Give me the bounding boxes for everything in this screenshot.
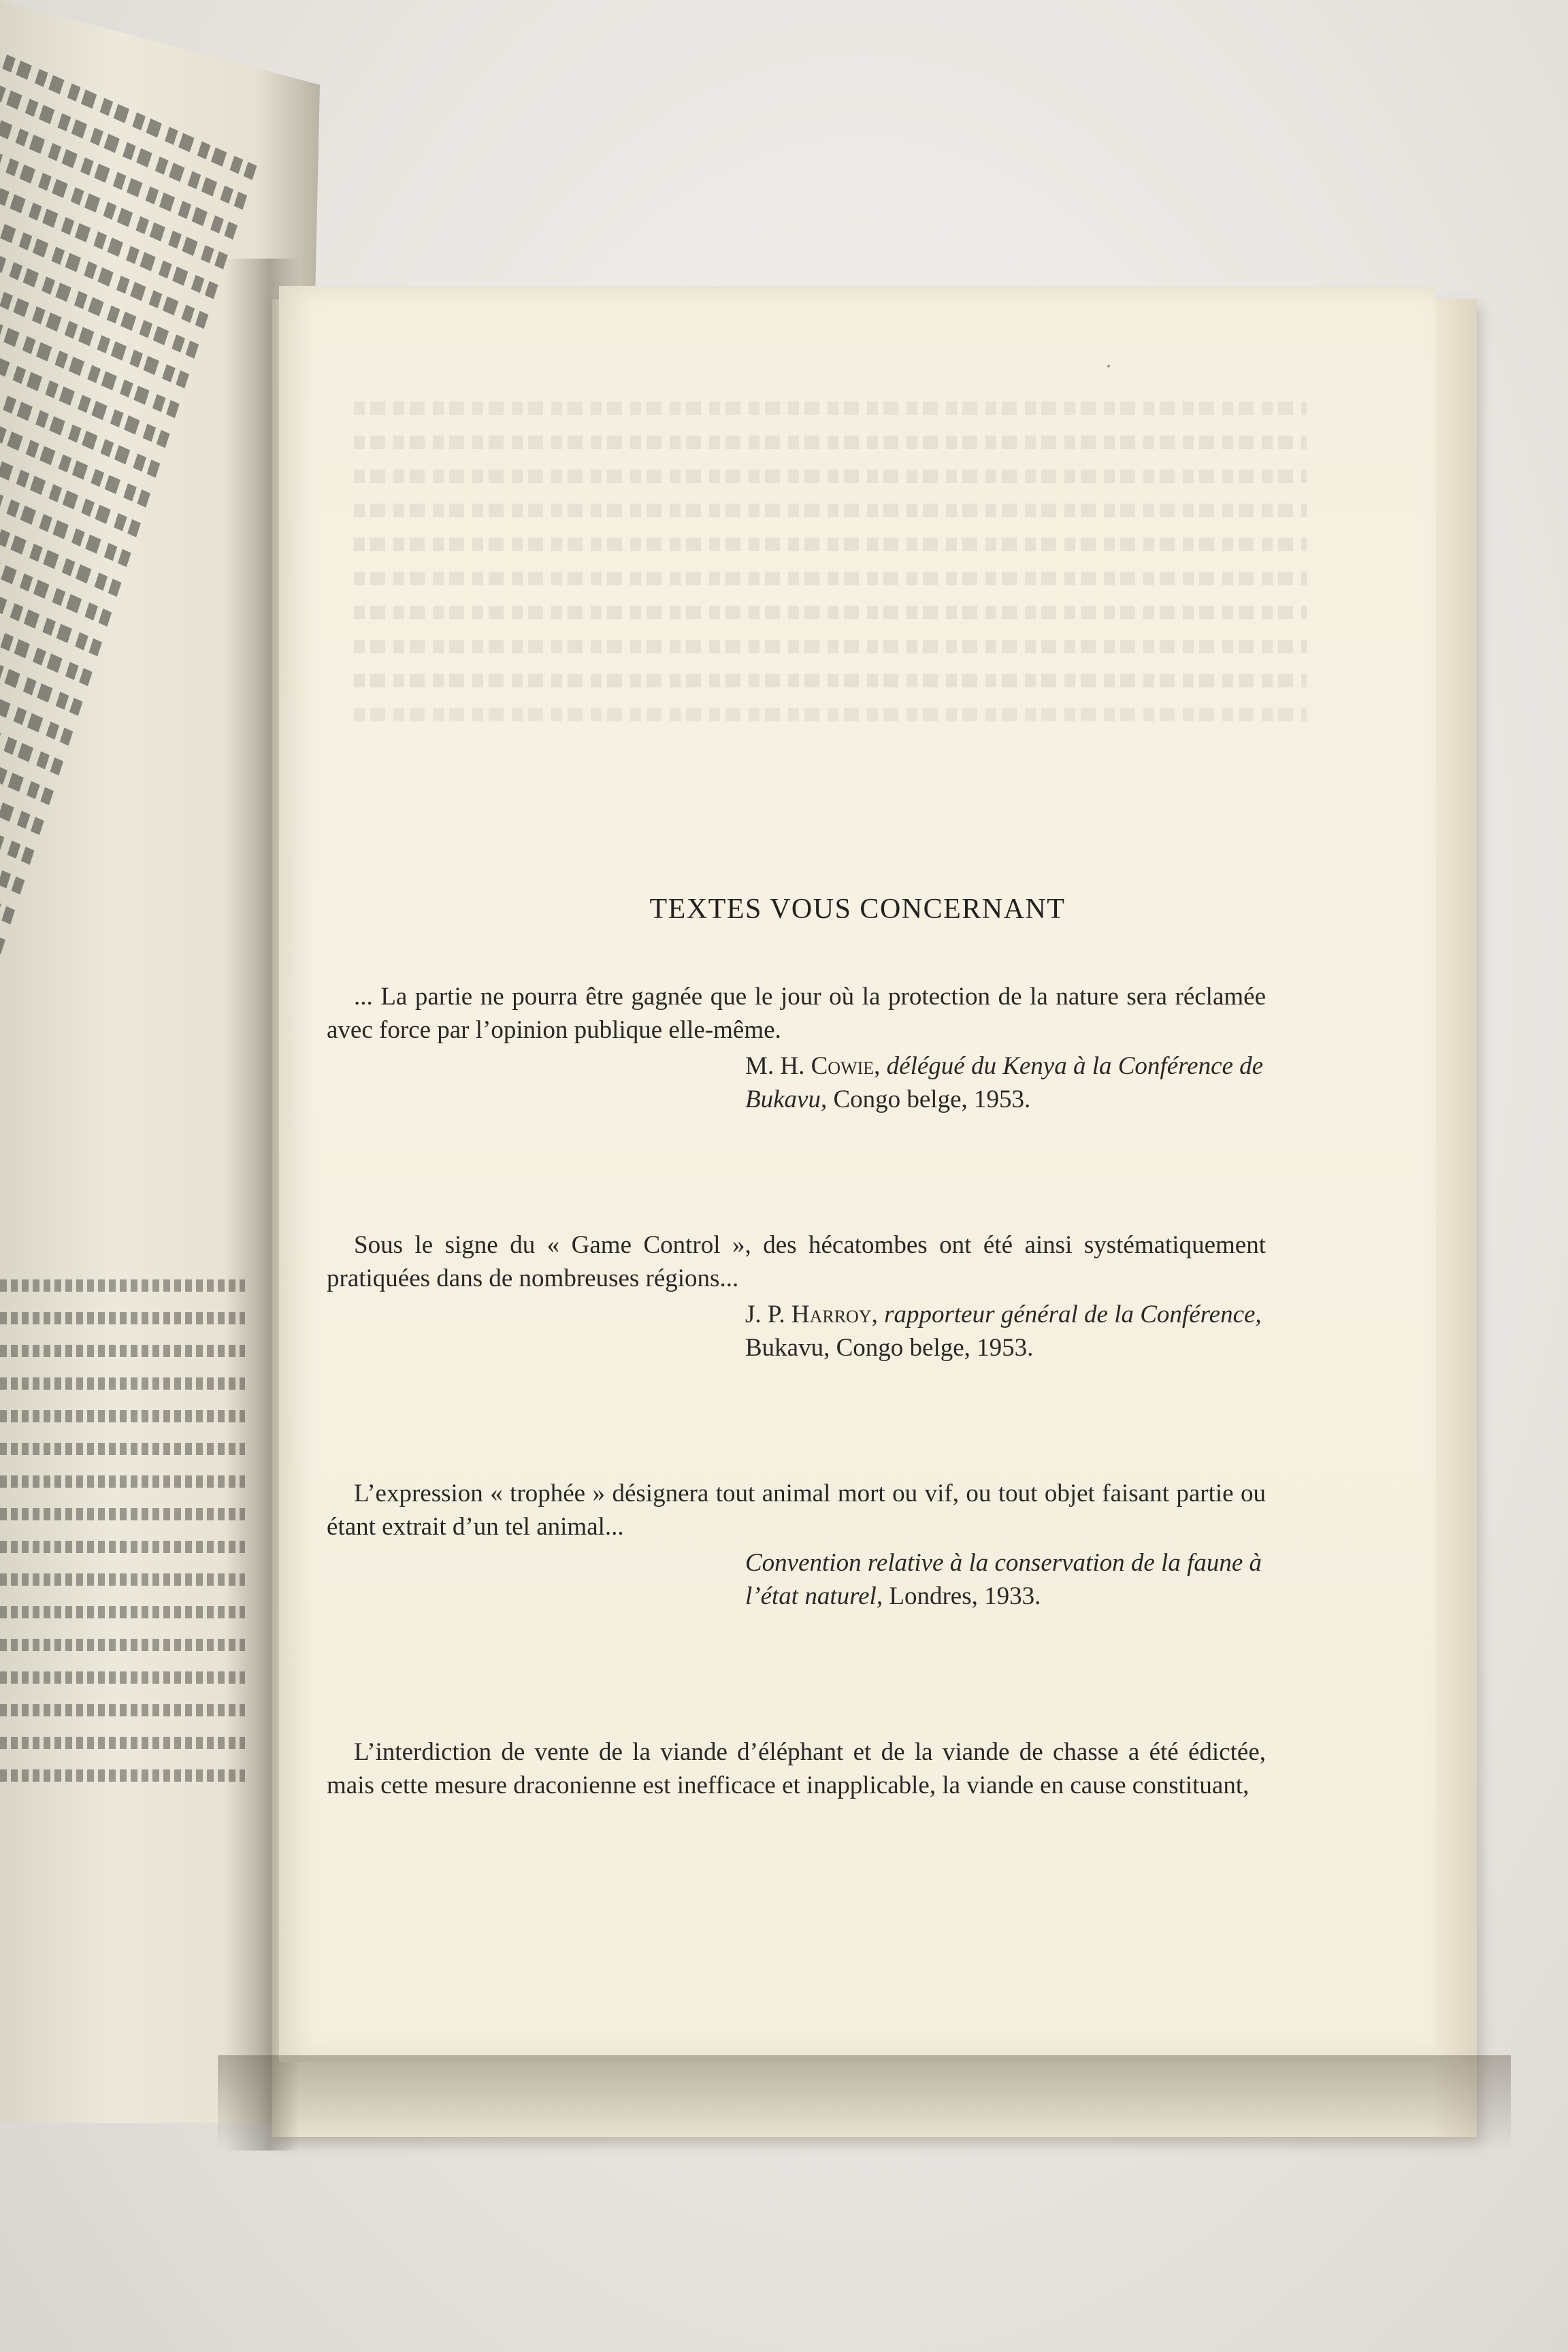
page-heading: TEXTES VOUS CONCERNANT: [649, 894, 1066, 925]
quote-block-convention: [327, 1477, 1266, 1613]
quote-text: ... La partie ne pourra être gagnée que le jour où la protection de la nature sera réclamée avec force par l’opinion publique elle-même.: [327, 983, 1266, 1044]
quote-place: Londres,: [889, 1582, 978, 1610]
closing-paragraph: L’interdiction de vente de la viande d’éléphant et de la viande de chasse a été édictée, mais cette mesure draconienne est inefficace et inapplicable, la viande en cause constituant,: [327, 1738, 1266, 1799]
paper-speck: [1107, 365, 1110, 368]
closing-paragraph-block: [327, 1735, 1266, 1802]
left-page-text-blur: [0, 54, 257, 1059]
quote-text: Sous le signe du « Game Control », des hécatombes ont été ainsi systématiquement pratiquées dans de nombreuses régions...: [327, 1231, 1266, 1292]
quote-source: Convention relative à la conservation de la faune à l’état naturel,: [745, 1549, 1262, 1610]
quote-place: Congo belge,: [833, 1085, 968, 1113]
quote-place: Bukavu, Congo belge,: [745, 1334, 970, 1362]
quote-year: 1933.: [984, 1582, 1041, 1610]
quote-author: J. P. Harroy,: [745, 1301, 878, 1328]
quote-year: 1953.: [977, 1334, 1034, 1362]
show-through-text: [354, 402, 1307, 742]
quote-role: rapporteur général de la Conférence,: [884, 1301, 1262, 1328]
right-page: [279, 286, 1436, 2062]
quote-text: L’expression « trophée » désignera tout animal mort ou vif, ou tout objet faisant partie ou étant extrait d’un tel animal...: [327, 1480, 1266, 1541]
bottom-shadow: [218, 2055, 1511, 2151]
quote-attribution: [327, 1298, 1266, 1365]
quote-author: M. H. Cowie,: [745, 1052, 881, 1080]
quote-role: délégué du Kenya à la Conférence de Bukavu,: [745, 1052, 1264, 1113]
left-page-dedication-blur: [0, 1279, 245, 1802]
quote-attribution: [327, 1546, 1266, 1613]
quote-block-harroy: [327, 1228, 1266, 1365]
quote-block-cowie: [327, 980, 1266, 1116]
quote-year: 1953.: [974, 1085, 1031, 1113]
quote-attribution: [327, 1049, 1266, 1116]
